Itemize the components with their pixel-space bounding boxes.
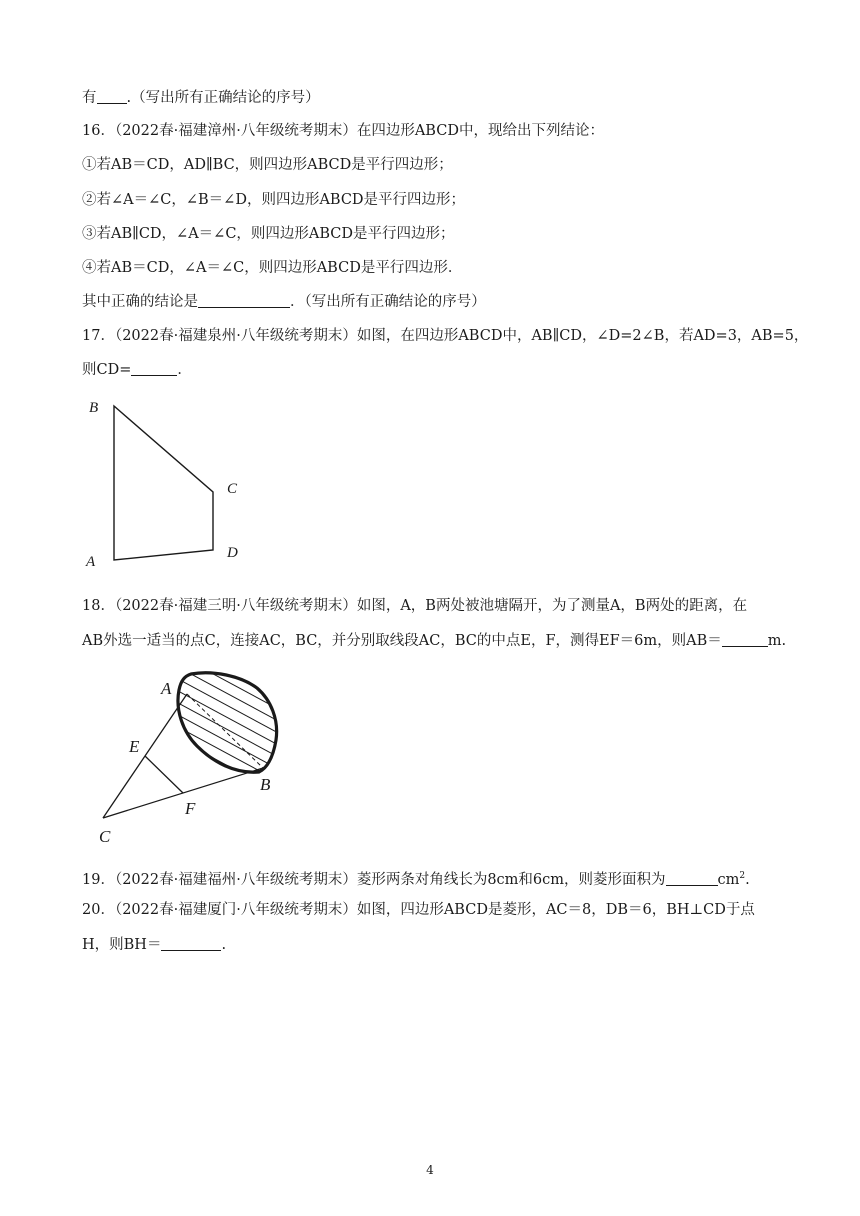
q16-answer-line [82,292,486,312]
q20-end: . [221,937,227,953]
label-f: F [185,799,196,818]
q18-number: 18 [82,598,101,614]
q18-unit: m. [767,633,787,649]
q18-line-2 [82,631,786,651]
q20-number: 20 [82,902,101,918]
q17-quadrilateral-figure [80,392,260,577]
label-c: C [99,827,111,846]
q16-item-3: ③若AB∥CD，∠A＝∠C，则四边形ABCD是平行四边形； [82,226,455,242]
q18-source: （2022春·福建三明·八年级统考期末） [114,598,357,614]
q18-answer-blank[interactable] [722,632,768,647]
q16-ask-prefix: 其中正确的结论是 [82,294,198,310]
q19-line: 19．（2022春·福建福州·八年级统考期末）菱形两条对角线长为8cm和6cm，则菱形面积为 $cm^2$. [82,871,750,888]
q16-answer-blank[interactable] [198,293,290,308]
q16-number: 16 [82,123,101,139]
q18-stem-line2: AB外选一适当的点C，连接AC，BC，并分别取线段AC，BC的中点E，F，测得EF＝6m，则AB＝ [82,633,722,649]
q16-item-2: ②若∠A＝∠C，∠B＝∠D，则四边形ABCD是平行四边形； [82,192,466,208]
q17-answer-blank[interactable] [131,361,177,376]
q17-ask-prefix: 则CD= [82,362,132,378]
q15-answer-blank[interactable] [97,89,127,104]
q15-tail-prefix: 有 [82,90,97,106]
label-c: C [227,481,238,497]
q20-line-2 [82,935,226,955]
q16-header: 16．（2022春·福建漳州·八年级统考期末）在四边形ABCD中，现给出下列结论： [82,123,604,139]
label-b: B [89,400,99,416]
q19-end: . [745,871,750,888]
q20-source: （2022春·福建厦门·八年级统考期末） [114,902,357,918]
q19-number: 19 [82,871,101,888]
q17-header: 17．（2022春·福建泉州·八年级统考期末）如图，在四边形ABCD中，AB∥CD，∠D=2∠B，若AD=3，AB=5， [82,328,809,344]
q20-answer-blank[interactable] [161,936,221,951]
q20-header: 20．（2022春·福建厦门·八年级统考期末）如图，四边形ABCD是菱形，AC＝8，DB＝6，BH⊥CD于点 [82,902,755,918]
q16-item-1: ①若AB＝CD，AD∥BC，则四边形ABCD是平行四边形； [82,157,453,173]
q19-answer-blank[interactable] [666,871,718,886]
q15-answer-line [82,88,320,108]
q18-header: 18．（2022春·福建三明·八年级统考期末）如图，A，B两处被池塘隔开，为了测量A，B两处的距离，在 [82,598,748,614]
label-b: B [260,775,271,794]
q17-source: （2022春·福建泉州·八年级统考期末） [114,328,357,344]
q19-source: （2022春·福建福州·八年级统考期末） [114,871,357,888]
q19-unit: cm [717,871,740,888]
segment-ef [145,756,183,793]
q16-source: （2022春·福建漳州·八年级统考期末） [114,123,357,139]
label-a: A [86,554,96,570]
label-e: E [129,737,140,756]
q16-stem: 在四边形ABCD中，现给出下列结论： [356,123,604,139]
q17-ask-suffix: ． [177,362,192,378]
q15-tail-suffix: .（写出所有正确结论的序号） [126,90,320,106]
quadrilateral-abcd [114,406,213,560]
q17-answer-line [82,360,192,380]
label-d: D [227,545,238,561]
q18-stem-line1: 如图，A，B两处被池塘隔开，为了测量A，B两处的距离，在 [356,598,748,614]
q20-stem-line2: H，则BH＝ [82,937,162,953]
q16-item-4: ④若AB＝CD，∠A＝∠C，则四边形ABCD是平行四边形． [82,260,463,276]
q19-unit-exponent: 2 [739,871,746,881]
page-number: 4 [426,1163,434,1177]
q16-ask-suffix: ．（写出所有正确结论的序号） [290,294,486,310]
q20-stem-line1: 如图，四边形ABCD是菱形，AC＝8，DB＝6，BH⊥CD于点 [356,902,755,918]
q17-number: 17 [82,328,101,344]
q17-stem: 如图，在四边形ABCD中，AB∥CD，∠D=2∠B，若AD=3，AB=5， [356,328,809,344]
label-a: A [161,679,172,698]
q19-stem: 菱形两条对角线长为8cm和6cm，则菱形面积为 [356,871,666,888]
q18-pond-figure [95,670,295,850]
